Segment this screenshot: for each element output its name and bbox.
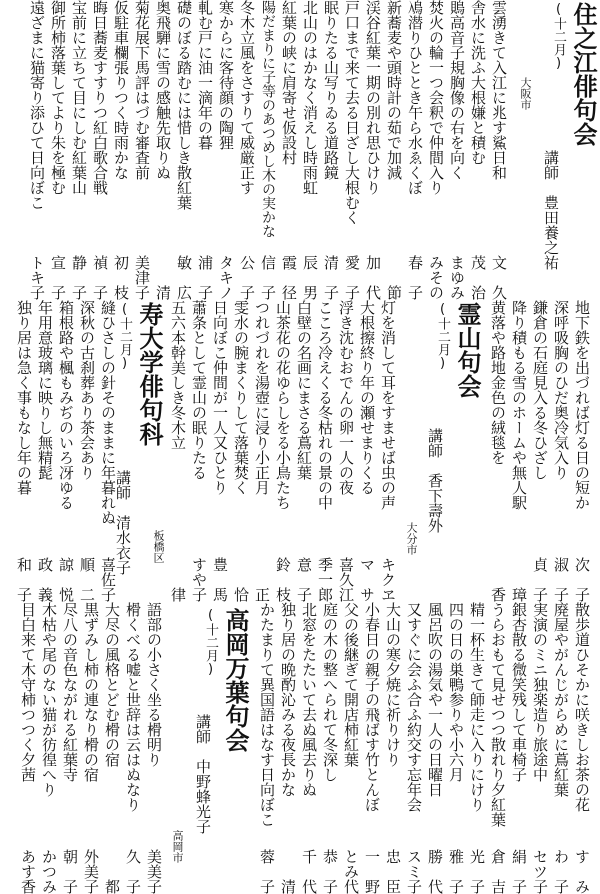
section-city: 大阪市 (519, 77, 532, 110)
section-month: (十二月) (203, 608, 218, 677)
haiku-text: 大根擦終り年の瀬せまりくる (358, 300, 376, 495)
section-teacher: 講師 豊田養之祐 (542, 150, 560, 270)
poet-name: 季一郎 (316, 557, 334, 602)
section-header-sumie (514, 0, 598, 300)
poem-entry (549, 300, 573, 602)
poet-name: 順 二 (78, 557, 96, 602)
haiku-text: 榾くべる嘘と世辞は云はぬなり (124, 602, 142, 812)
poet-name: 文 久 (490, 255, 508, 300)
poem-entry (340, 0, 364, 300)
haiku-text: 父の後継ぎて開店柿紅葉 (342, 602, 360, 767)
poem-entry (486, 300, 510, 602)
haiku-text: 大山の寒夕焼に祈りけり (384, 602, 402, 767)
haiku-text: 黒ずみし柿の連なり榾の宿 (82, 602, 100, 782)
poet-name: 清 子 (322, 255, 340, 300)
poet-name: 辰 男 (301, 255, 319, 300)
poet-name: 政 義 (36, 557, 54, 602)
haiku-text: 奥飛騨に雪の感触先取りぬ (154, 0, 172, 180)
poet-name: 香 (489, 587, 507, 602)
poet-name: スミ子 (405, 849, 423, 894)
poem-entry (25, 0, 49, 300)
section-header-reizan (400, 300, 482, 602)
poem-entry (445, 0, 469, 300)
poem-entry (381, 602, 405, 894)
section-title: 寿大学俳句科 (135, 302, 163, 446)
haiku-text: 小春日の親子の飛ばす竹とんぼ (363, 602, 381, 812)
section-month: (十二月) (435, 302, 450, 371)
haiku-text: 宝前に立ちて目にしむ紅葉山 (70, 0, 88, 195)
section-city: 板橋区 (152, 530, 165, 563)
tier-sumie (0, 0, 600, 300)
poem-entry (193, 0, 217, 300)
poet-name: 恭 子 (321, 849, 339, 894)
poet-name: 意 子 (295, 557, 313, 602)
poem-entry (37, 602, 61, 894)
haiku-text: 礎のぼる踏むには惜しき散紅葉 (175, 0, 193, 210)
tier-takaoka (0, 602, 600, 894)
haiku-text: 寒からに客待顔の陶狸 (217, 0, 235, 150)
haiku-text: 紅葉の峡に肩寄せ仮設村 (280, 0, 298, 165)
poem-entry (570, 602, 594, 894)
poem-entry (166, 300, 190, 602)
haiku-text: 舎水に洗ふ大根嫌と積む (469, 0, 487, 165)
poem-entry (271, 300, 295, 602)
poet-name: まゆみ (448, 255, 466, 300)
haiku-text: 縫ひさしの針そのままに年暮れぬ (99, 300, 117, 525)
poet-name: 朝 子 (61, 849, 79, 894)
poem-entry (339, 602, 363, 894)
poem-entry (297, 602, 321, 894)
poem-entry (376, 300, 400, 602)
poem-entry (58, 602, 82, 894)
poem-entry (75, 300, 99, 602)
haiku-text: 庭の木の整へられて冬深し (321, 602, 339, 782)
poem-entry (46, 0, 70, 300)
poet-name: すや子 (190, 557, 208, 602)
haiku-text: 雯水の腕まくりして落葉焚く (232, 300, 250, 495)
poet-name: トキ子 (28, 255, 46, 300)
haiku-text: 眠りたる山写りゐる道路鏡 (322, 0, 340, 180)
haiku-text: 木枯や尾のない猫が彷徨へり (40, 602, 58, 797)
haiku-text: 年用意玻璃に映りし無精髭 (36, 300, 54, 480)
poet-name: 璋 (510, 587, 528, 602)
haiku-text: 語部の小さく坐る榾明り (145, 602, 163, 767)
poet-name: 信 子 (259, 255, 277, 300)
haiku-text: 蕭条として霊山の眠りたる (190, 300, 208, 480)
haiku-text: 四の日の巣鴨参りや小六月 (447, 602, 465, 782)
haiku-text: 廃屋やがんじがらめに蔦紅葉 (552, 602, 570, 797)
haiku-text: つれづれを湯壺に浸り小正月 (253, 300, 271, 495)
haiku-text: 焚火の輪一つ会釈で仲間入り (427, 0, 445, 195)
poem-entry (382, 0, 406, 300)
haiku-text: 五六本幹美しき冬木立 (169, 300, 187, 450)
haiku-text: 菊花展下馬評はづむ審査前 (133, 0, 151, 180)
poet-name: かつみ (40, 849, 58, 894)
poet-name: 加 代 (364, 255, 382, 300)
poet-name: 都 (103, 879, 121, 894)
poem-entry (208, 300, 232, 602)
haiku-text: 目白来て木守柿つつく夕茜 (19, 602, 37, 782)
haiku-text: 精一杯生きて師走に入りにけり (468, 602, 486, 812)
section-teacher: 講師 香下壽外 (426, 428, 444, 533)
poet-name: す み (573, 849, 591, 894)
haiku-text: 黄落や路地金色の絨毯を (489, 300, 507, 465)
haiku-text: 浮き沈むおでんの卵一人の夜 (337, 300, 355, 495)
poem-entry (487, 0, 511, 300)
poet-name: 貞 子 (531, 557, 549, 602)
tier-reizan-kotobuki (0, 300, 600, 602)
poem-entry (319, 0, 343, 300)
poet-name: 春 子 (406, 255, 424, 300)
poet-name: 律 (169, 587, 187, 602)
poem-entry (79, 602, 103, 894)
section-month: (十二月) (117, 302, 132, 371)
poet-name: 清 (279, 879, 297, 894)
haiku-text: 散歩道ひそかに咲きしお茶の花 (573, 602, 591, 812)
poet-name: 光 子 (468, 849, 486, 894)
poem-entry (151, 0, 175, 300)
poet-name: 忠 臣 (384, 849, 402, 894)
haiku-text: 戸口まで来て去る日ざし大根むく (343, 0, 361, 225)
haiku-text: 灯を消して耳をすませば虫の声 (379, 300, 397, 510)
poem-entry (109, 0, 133, 300)
poem-entry (466, 0, 490, 300)
section-title: 住之江俳句会 (569, 2, 597, 146)
poem-entry (355, 300, 379, 602)
poem-entry (528, 602, 552, 894)
poet-name: キクヱ (379, 557, 397, 602)
haiku-text: 独り居は急く事もなし年の暮 (15, 300, 33, 495)
poem-entry (121, 602, 145, 894)
poem-entry (549, 602, 573, 894)
poet-name: 豊 馬 (211, 557, 229, 602)
poet-name: 正 (253, 587, 271, 602)
poem-entry (54, 300, 78, 602)
poet-name: 節 (385, 285, 403, 300)
haiku-text: 実演のミニ独楽造り旅途中 (531, 602, 549, 782)
poem-entry (256, 0, 280, 300)
poem-entry (276, 602, 300, 894)
haiku-text: 御所柿落葉してより朱を極む (49, 0, 67, 195)
haiku-text: 軋む戸に油一滴年の暮 (196, 0, 214, 150)
poet-name: 愛 子 (343, 255, 361, 300)
haiku-text: かたまりて異国語はなす日向ぼこ (258, 602, 276, 827)
section-title: 高岡万葉句会 (221, 608, 249, 752)
poet-name: 茂 治 (469, 255, 487, 300)
haiku-text: 風呂吹の湯気や一人の日曜日 (426, 602, 444, 797)
section-teacher: 講師 清水衣子 (114, 470, 132, 575)
section-title: 霊山句会 (453, 302, 481, 398)
poet-name: タキノ (217, 255, 235, 300)
haiku-text: 又すぐに会ふ合ふ約交す忘年会 (405, 602, 423, 812)
poet-name: 初 枝 (112, 255, 130, 300)
haiku-text: 冬木立風をさすりて威厳正す (238, 0, 256, 195)
poet-name: 鈴 枝 (274, 557, 292, 602)
poem-entry (67, 0, 91, 300)
haiku-text: 新蕎麦や頭時計の茹で加減 (385, 0, 403, 180)
poem-entry (424, 0, 448, 300)
poem-entry (96, 300, 120, 602)
haiku-text: 箱根路や楓もみぢのいろ冴ゆる (57, 300, 75, 510)
haiku-text: 地下鉄を出づれば灯る日の短か (573, 300, 591, 510)
poet-name: 禎 子 (91, 255, 109, 300)
poet-name: 恰 (232, 587, 250, 602)
poet-name: セツ子 (531, 849, 549, 894)
poem-entry (507, 300, 531, 602)
section-city: 高岡市 (171, 830, 184, 863)
poet-name: 次 子 (573, 557, 591, 602)
haiku-text: うらおもて見せつつ散れり夕紅葉 (489, 602, 507, 827)
poet-name: 淑 子 (552, 557, 570, 602)
haiku-text: 渓谷紅葉一期の別れ思ひけり (364, 0, 382, 195)
poem-entry (130, 0, 154, 300)
haiku-text: 晦日蕎麦すすりつ紅白歌合戦 (91, 0, 109, 195)
poet-name: みその (427, 255, 445, 300)
poem-entry (100, 602, 124, 894)
poet-name: 美美子 (145, 849, 163, 894)
poem-entry (12, 300, 36, 602)
poem-entry (88, 0, 112, 300)
haiku-text: 陽だまりに子等のあつめし木の実かな (260, 0, 276, 238)
poem-entry (528, 300, 552, 602)
poem-entry (423, 602, 447, 894)
haiku-text: 深呼吸胸のひだ奥冷気入り (552, 300, 570, 480)
poet-name: わ 子 (552, 849, 570, 894)
poem-entry (292, 300, 316, 602)
section-teacher: 講師 中野蜂光子 (194, 714, 212, 834)
poet-name: 外美子 (82, 849, 100, 894)
poet-name: とみ代 (342, 849, 360, 894)
poem-entry (142, 602, 166, 894)
poem-entry (255, 602, 279, 894)
poet-name: 千 代 (300, 849, 318, 894)
haiku-text: 銀杏散る微笑残して車椅子 (510, 602, 528, 782)
haiku-text: 仮駐車欄張りつく時雨かな (112, 0, 130, 180)
poem-entry (402, 602, 426, 894)
section-header-takaoka (166, 602, 250, 894)
poet-name: 久 子 (124, 849, 142, 894)
haiku-text: 日向ぼこ仲間が一人又ひとり (211, 300, 229, 495)
poet-name: 勝 代 (426, 849, 444, 894)
section-city: 大分市 (405, 522, 418, 555)
poet-name: 和 子 (15, 557, 33, 602)
poem-entry (507, 602, 531, 894)
haiku-text: 白壁の名画にまさる蔦紅葉 (295, 300, 313, 480)
haiku-text: こころ冷えくる冬枯れの景の中 (316, 300, 334, 510)
poem-entry (361, 0, 385, 300)
haiku-text: 鳰潜りひととき午ら水ゑくぼ (406, 0, 424, 195)
haiku-text: 鎌倉の石庭見入る冬ひざし (531, 300, 549, 480)
haiku-text: 北山のはかなく消えし時雨虹 (301, 0, 319, 195)
haiku-text: 鵙高音子規胸像の右を向く (448, 0, 466, 180)
poem-entry (250, 300, 274, 602)
poet-name: 浦 子 (196, 255, 214, 300)
poem-entry (172, 0, 196, 300)
poem-entry (277, 0, 301, 300)
poet-name: 倉 吉 (489, 849, 507, 894)
poet-name: 喜久江 (337, 557, 355, 602)
poet-name: マ サ (358, 557, 376, 602)
haiku-text: 降り積もる雪のホームや無人駅 (510, 300, 528, 510)
poem-entry (334, 300, 358, 602)
poet-name: 霞 径 (280, 255, 298, 300)
haiku-text: 山茶花の花ゆらしをる小鳥たち (274, 300, 292, 510)
poem-entry (298, 0, 322, 300)
haiku-text: 大尽の風格とどむ榾の宿 (103, 602, 121, 767)
section-month: (十二月) (551, 2, 566, 71)
poem-entry (235, 0, 259, 300)
poet-name: 宣 子 (49, 255, 67, 300)
poem-entry (318, 602, 342, 894)
poet-name: あす香 (19, 849, 37, 894)
poem-entry (214, 0, 238, 300)
haiku-text: 尽八の音色ながれる紅葉寺 (61, 602, 79, 782)
poet-name: 一 野 (363, 849, 381, 894)
poem-entry (16, 602, 40, 894)
poem-entry (403, 0, 427, 300)
poem-entry (465, 602, 489, 894)
poem-entry (486, 602, 510, 894)
poet-name: 蓉 子 (258, 849, 276, 894)
poem-entry (187, 300, 211, 602)
poet-name: 諒 悦 (57, 557, 75, 602)
haiku-text: 雲湧きて入江に兆す鯊日和 (490, 0, 508, 180)
poet-name: 公 子 (238, 255, 256, 300)
poem-entry (33, 300, 57, 602)
haiku-text: 遠ざまに猫寄り添ひて日向ぼこ (28, 0, 46, 210)
poem-entry (229, 300, 253, 602)
haiku-text: 深秋の古刹葬あり茶会あり (78, 300, 96, 480)
poem-entry (313, 300, 337, 602)
poet-name: 喜佐子 (99, 557, 117, 602)
haiku-text: 独り居の晩酌沁みる夜長かな (279, 602, 297, 797)
poet-name: 静 子 (70, 255, 88, 300)
poem-entry (444, 602, 468, 894)
poet-name: 清 (154, 285, 172, 300)
poem-entry (570, 300, 594, 602)
poet-name: 美津子 (133, 255, 151, 300)
poet-name: 絹 子 (510, 849, 528, 894)
haiku-text: 北窓をたたいて去ぬ風去りぬ (300, 602, 318, 797)
poem-entry (360, 602, 384, 894)
poet-name: 敏 広 (175, 255, 193, 300)
poet-name: 雅 子 (447, 849, 465, 894)
